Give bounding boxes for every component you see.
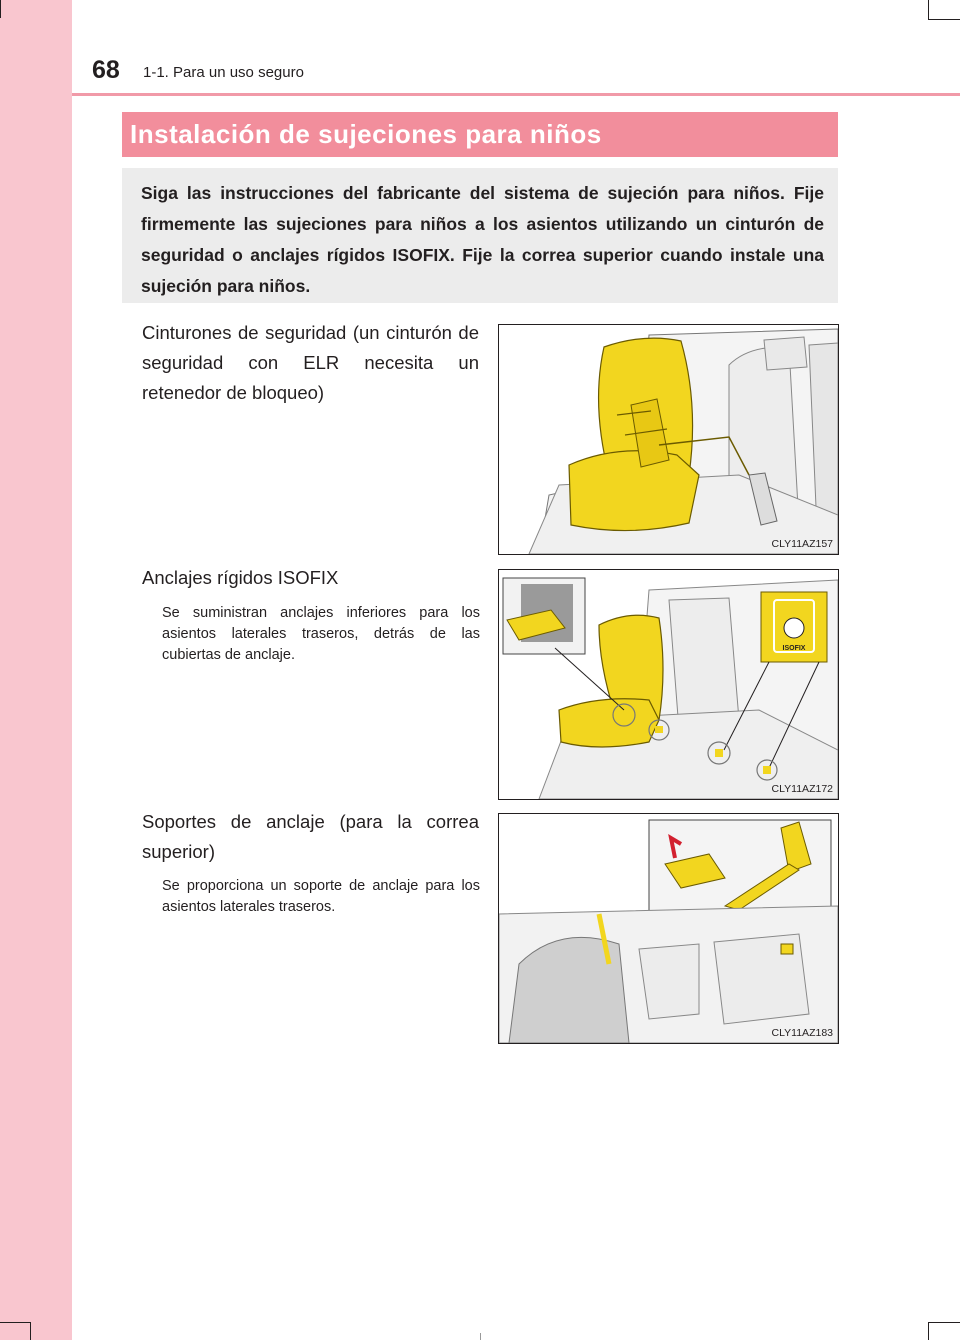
crop-mark <box>0 1322 30 1323</box>
footer-mark <box>480 1333 481 1340</box>
tether-anchor-illustration <box>499 814 838 1043</box>
item-description-isofix: Se suministran anclajes inferiores para los asientos laterales traseros, detrás de las cubiertas de anclaje. <box>162 605 480 663</box>
section-title: Instalación de sujeciones para niños <box>130 119 602 149</box>
figure-code: CLY11AZ157 <box>771 538 833 550</box>
figure-isofix-anchors <box>498 569 839 800</box>
child-seat-belt-illustration <box>499 325 838 554</box>
item-heading-anchor-brackets: Soportes de anclaje (para la correa superior) <box>142 811 479 862</box>
header-rule <box>72 93 960 96</box>
isofix-badge-label: ISOFIX <box>782 645 806 652</box>
item-heading-isofix: Anclajes rígidos ISOFIX <box>142 567 339 588</box>
crop-mark <box>928 1322 929 1340</box>
figure-code: CLY11AZ172 <box>771 783 833 795</box>
page-number: 68 <box>92 56 120 84</box>
isofix-illustration <box>499 570 838 799</box>
crop-mark <box>0 0 1 18</box>
crop-mark <box>30 1322 31 1340</box>
figure-top-tether-anchors <box>498 813 839 1044</box>
item-description-anchor-brackets: Se proporciona un soporte de anclaje para los asientos laterales traseros. <box>162 878 480 915</box>
crop-mark <box>928 19 960 20</box>
side-color-strip <box>0 0 72 1340</box>
figure-seat-belt-installation <box>498 324 839 555</box>
crop-mark <box>928 0 929 20</box>
intro-text: Siga las instrucciones del fabricante del sistema de sujeción para niños. Fije firmemente las sujeciones para niños a los asientos utilizando un cinturón de seguridad o anclajes rígidos ISOFIX. Fije la correa superior cuando instale una sujeción para niños. <box>141 183 824 296</box>
breadcrumb: 1-1. Para un uso seguro <box>143 64 304 81</box>
figure-code: CLY11AZ183 <box>771 1027 833 1039</box>
item-heading-seat-belts: Cinturones de seguridad (un cinturón de seguridad con ELR necesita un retenedor de bloqueo) <box>142 322 479 403</box>
crop-mark <box>928 1322 960 1323</box>
